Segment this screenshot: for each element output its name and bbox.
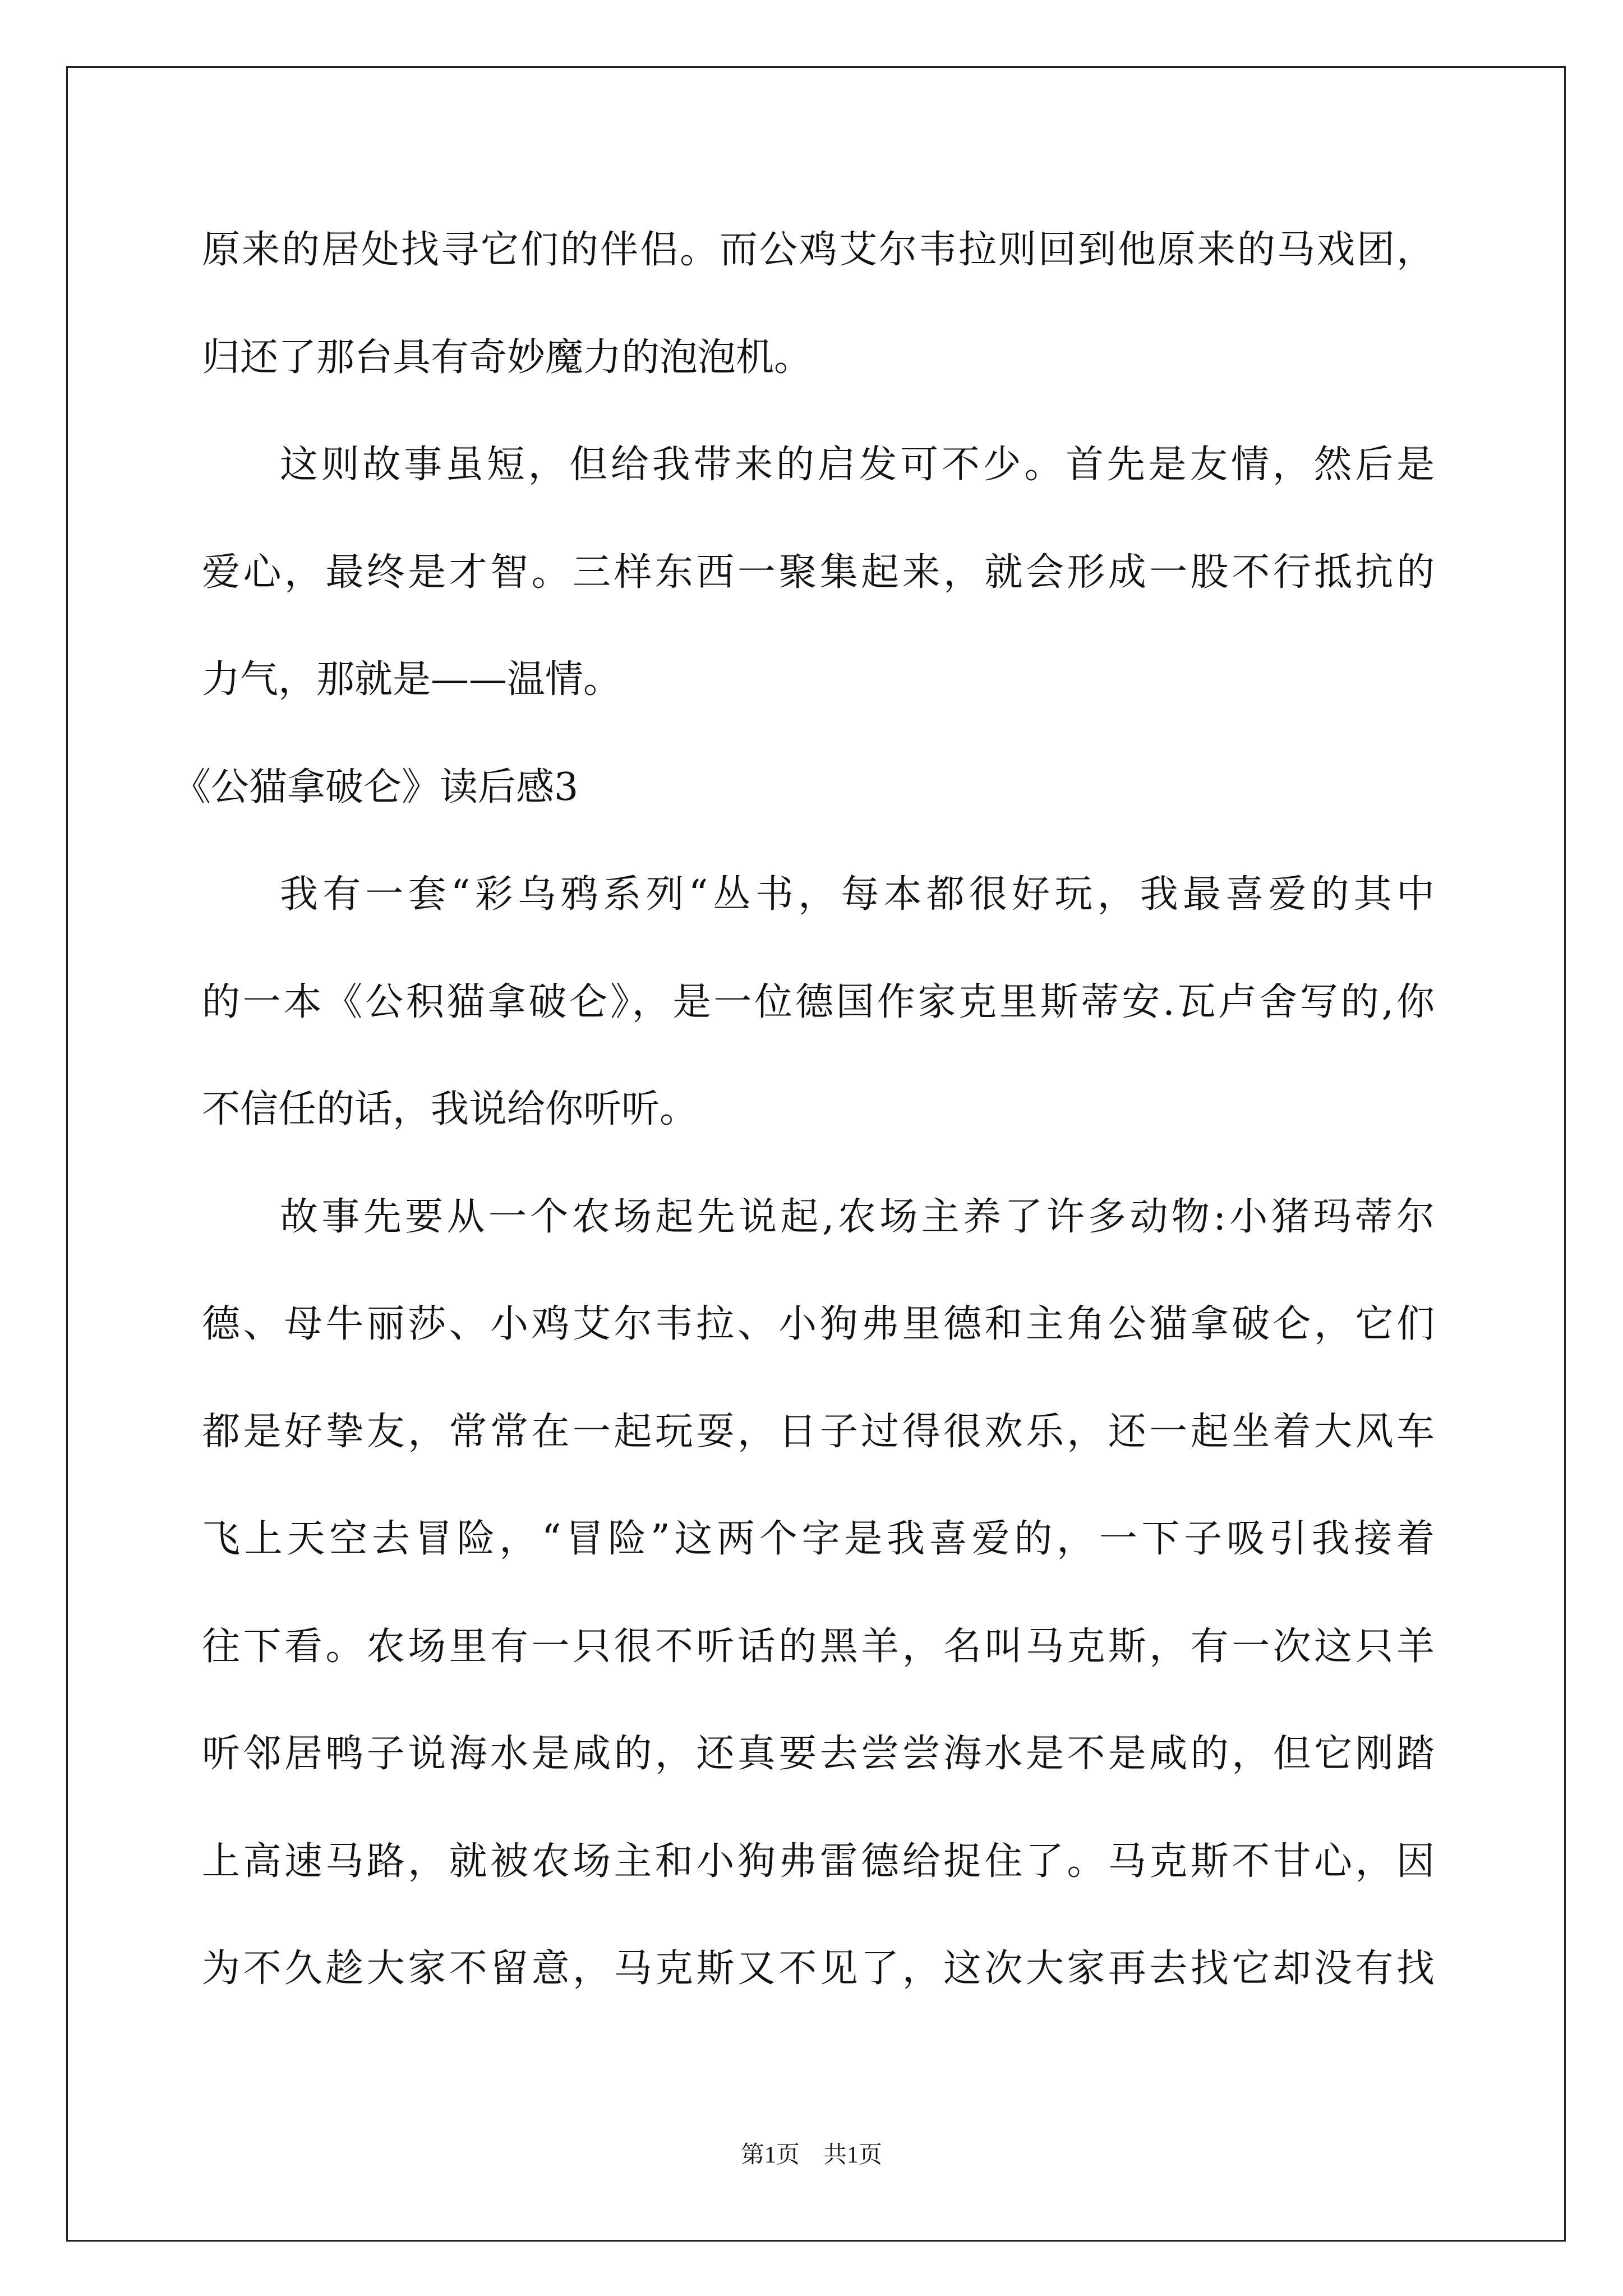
body-line: 故事先要从一个农场起先说起,农场主养了许多动物:小猪玛蒂尔 bbox=[280, 1194, 1435, 1239]
body-line: 往下看。农场里有一只很不听话的黑羊，名叫马克斯，有一次这只羊 bbox=[202, 1624, 1435, 1669]
body-line: 为不久趁大家不留意，马克斯又不见了，这次大家再去找它却没有找 bbox=[202, 1947, 1435, 1991]
section-heading: 《公猫拿破仑》读后感3 bbox=[173, 765, 579, 809]
body-line: 听邻居鸭子说海水是咸的，还真要去尝尝海水是不是咸的，但它刚踏 bbox=[202, 1732, 1435, 1776]
document-body bbox=[173, 196, 1435, 2023]
body-line: 飞上天空去冒险，“冒险”这两个字是我喜爱的，一下子吸引我接着 bbox=[202, 1517, 1435, 1561]
body-line: 的一本《公积猫拿破仑》，是一位德国作家克里斯蒂安.瓦卢舍写的,你 bbox=[202, 979, 1435, 1024]
body-line: 原来的居处找寻它们的伴侣。而公鸡艾尔韦拉则回到他原来的马戏团， bbox=[202, 228, 1435, 272]
page-number-footer: 第1页 共1页 bbox=[740, 2142, 882, 2168]
body-line: 上高速马路，就被农场主和小狗弗雷德给捉住了。马克斯不甘心，因 bbox=[202, 1839, 1435, 1884]
body-line: 都是好挚友，常常在一起玩耍，日子过得很欢乐，还一起坐着大风车 bbox=[202, 1409, 1435, 1454]
body-line: 爱心，最终是才智。三样东西一聚集起来，就会形成一股不行抵抗的 bbox=[202, 550, 1435, 595]
body-line: 我有一套“彩乌鸦系列“丛书，每本都很好玩，我最喜爱的其中 bbox=[280, 872, 1435, 917]
body-line: 这则故事虽短，但给我带来的启发可不少。首先是友情，然后是 bbox=[280, 443, 1435, 487]
body-line: 力气，那就是——温情。 bbox=[202, 657, 622, 702]
body-line: 德、母牛丽莎、小鸡艾尔韦拉、小狗弗里德和主角公猫拿破仑，它们 bbox=[202, 1302, 1435, 1346]
body-line: 归还了那台具有奇妙魔力的泡泡机。 bbox=[202, 335, 813, 380]
body-line: 不信任的话，我说给你听听。 bbox=[202, 1087, 698, 1131]
